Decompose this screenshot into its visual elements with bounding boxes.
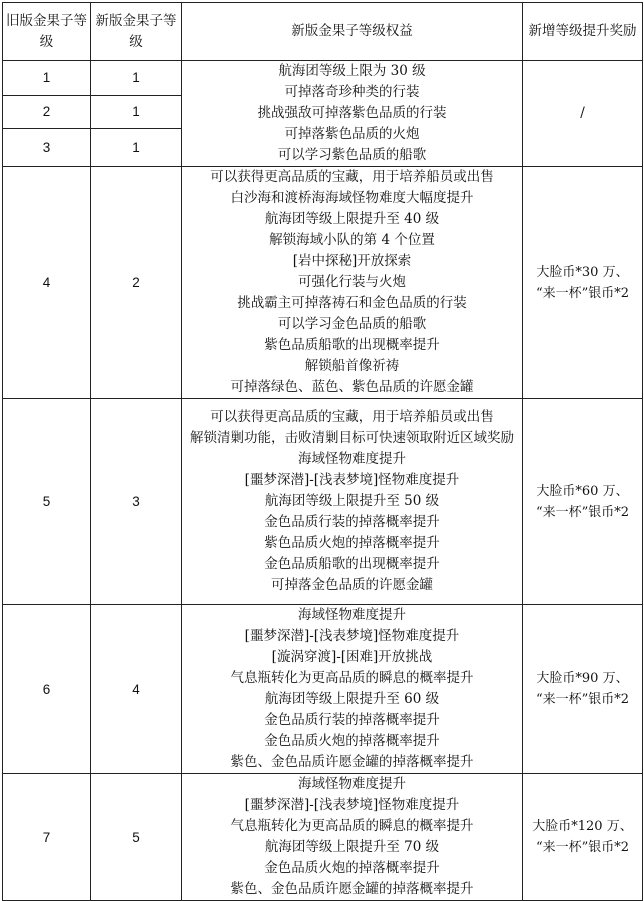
reward-line: 大脸币*120 万、 bbox=[532, 819, 633, 834]
benefit-line: 白沙海和渡桥海海域怪物难度大幅度提升 bbox=[230, 190, 474, 206]
benefit-line: 可以获得更高品质的宝藏，用于培养船员或出售 bbox=[210, 169, 494, 185]
reward-cell: / bbox=[523, 61, 643, 167]
benefit-line: 航海团等级上限提升至 50 级 bbox=[264, 493, 440, 509]
benefit-line: [噩梦深潜]-[浅表梦境]怪物难度提升 bbox=[244, 628, 460, 644]
benefit-line: 气息瓶转化为更高品质的瞬息的概率提升 bbox=[230, 670, 474, 686]
benefits-cell bbox=[182, 61, 523, 167]
new-level-cell: 1 bbox=[91, 95, 182, 129]
benefit-line: 可以获得更高品质的宝藏，用于培养船员或出售 bbox=[210, 409, 494, 425]
benefits-cell bbox=[182, 774, 523, 901]
benefit-line: 紫色、金色品质许愿金罐的掉落概率提升 bbox=[230, 754, 474, 770]
level-benefits-table bbox=[2, 2, 643, 901]
reward-cell bbox=[523, 774, 643, 901]
reward-line: “来一杯”银币*2 bbox=[535, 504, 630, 520]
benefit-line: 解锁船首像祈祷 bbox=[304, 358, 400, 374]
header-new-level: 新版金果子等级 bbox=[91, 3, 182, 61]
benefit-line: [噩梦深潜]-[浅表梦境]怪物难度提升 bbox=[244, 472, 460, 488]
benefit-line: 气息瓶转化为更高品质的瞬息的概率提升 bbox=[230, 818, 474, 834]
benefits-cell bbox=[182, 167, 523, 399]
benefit-line: 紫色品质船歌的出现概率提升 bbox=[264, 337, 440, 353]
reward-line: “来一杯”银币*2 bbox=[535, 692, 630, 707]
reward-line: “来一杯”银币*2 bbox=[535, 285, 630, 301]
reward-line: “来一杯”银币*2 bbox=[535, 840, 630, 855]
reward-cell bbox=[523, 167, 643, 399]
header-row bbox=[3, 3, 643, 61]
header-reward: 新增等级提升奖励 bbox=[523, 3, 643, 61]
new-level-cell: 4 bbox=[91, 605, 182, 774]
benefit-line: 可以学习紫色品质的船歌 bbox=[277, 147, 427, 163]
old-level-cell: 1 bbox=[3, 61, 91, 96]
reward-cell bbox=[523, 399, 643, 605]
benefit-line: 挑战霸主可掉落祷石和金色品质的行装 bbox=[237, 295, 467, 311]
old-level-cell: 5 bbox=[3, 399, 91, 605]
benefit-line: 金色品质行装的掉落概率提升 bbox=[264, 712, 440, 728]
new-level-cell: 1 bbox=[91, 61, 182, 96]
reward-line: 大脸币*60 万、 bbox=[536, 483, 629, 499]
benefit-line: 航海团等级上限提升至 60 级 bbox=[264, 691, 440, 707]
benefit-line: 金色品质船歌的出现概率提升 bbox=[264, 556, 440, 572]
benefit-line: [噩梦深潜]-[浅表梦境]怪物难度提升 bbox=[244, 797, 460, 813]
reward-line: 大脸币*90 万、 bbox=[536, 671, 629, 686]
new-level-cell: 5 bbox=[91, 774, 182, 901]
new-level-cell: 2 bbox=[91, 167, 182, 399]
benefit-line: 可掉落奇珍种类的行装 bbox=[284, 84, 420, 100]
benefit-line: 海域怪物难度提升 bbox=[298, 451, 406, 467]
benefits-cell bbox=[182, 605, 523, 774]
old-level-cell: 4 bbox=[3, 167, 91, 399]
old-level-cell: 6 bbox=[3, 605, 91, 774]
benefit-line: [岩中探秘]开放探索 bbox=[292, 253, 412, 269]
benefit-line: 可掉落金色品质的许愿金罐 bbox=[271, 577, 433, 593]
new-level-cell: 3 bbox=[91, 399, 182, 605]
benefit-line: [漩涡穿渡]-[困难]开放挑战 bbox=[271, 649, 433, 665]
benefits-cell bbox=[182, 399, 523, 605]
benefit-line: 金色品质行装的掉落概率提升 bbox=[264, 514, 440, 530]
old-level-cell: 3 bbox=[3, 129, 91, 167]
old-level-cell: 2 bbox=[3, 95, 91, 129]
benefit-line: 可强化行装与火炮 bbox=[298, 274, 406, 290]
table-row bbox=[3, 774, 643, 901]
benefit-line: 解锁清剿功能，击败清剿目标可快速领取附近区域奖励 bbox=[190, 430, 514, 446]
old-level-cell: 7 bbox=[3, 774, 91, 901]
benefit-line: 可以学习金色品质的船歌 bbox=[277, 316, 427, 332]
header-old-level: 旧版金果子等级 bbox=[3, 3, 91, 61]
benefit-line: 金色品质火炮的掉落概率提升 bbox=[264, 733, 440, 749]
table-row bbox=[3, 399, 643, 605]
benefit-line: 海域怪物难度提升 bbox=[298, 776, 406, 792]
benefit-line: 可掉落紫色品质的火炮 bbox=[284, 126, 420, 142]
benefit-line: 挑战强敌可掉落紫色品质的行装 bbox=[257, 105, 447, 121]
benefit-line: 航海团等级上限提升至 40 级 bbox=[264, 211, 440, 227]
new-level-cell: 1 bbox=[91, 129, 182, 167]
benefit-line: 解锁海域小队的第 4 个位置 bbox=[269, 232, 435, 248]
benefit-line: 航海团等级上限提升至 70 级 bbox=[264, 839, 440, 855]
benefit-line: 紫色品质火炮的掉落概率提升 bbox=[264, 535, 440, 551]
benefit-line: 金色品质火炮的掉落概率提升 bbox=[264, 860, 440, 876]
reward-line: 大脸币*30 万、 bbox=[536, 264, 629, 280]
benefit-line: 海域怪物难度提升 bbox=[298, 607, 406, 623]
benefit-line: 紫色、金色品质许愿金罐的掉落概率提升 bbox=[230, 881, 474, 897]
table-row bbox=[3, 61, 643, 96]
benefit-line: 航海团等级上限为 30 级 bbox=[278, 63, 426, 79]
header-benefits: 新版金果子等级权益 bbox=[182, 3, 523, 61]
table-row bbox=[3, 167, 643, 399]
reward-cell bbox=[523, 605, 643, 774]
benefit-line: 可掉落绿色、蓝色、紫色品质的许愿金罐 bbox=[230, 379, 474, 395]
table-row bbox=[3, 605, 643, 774]
